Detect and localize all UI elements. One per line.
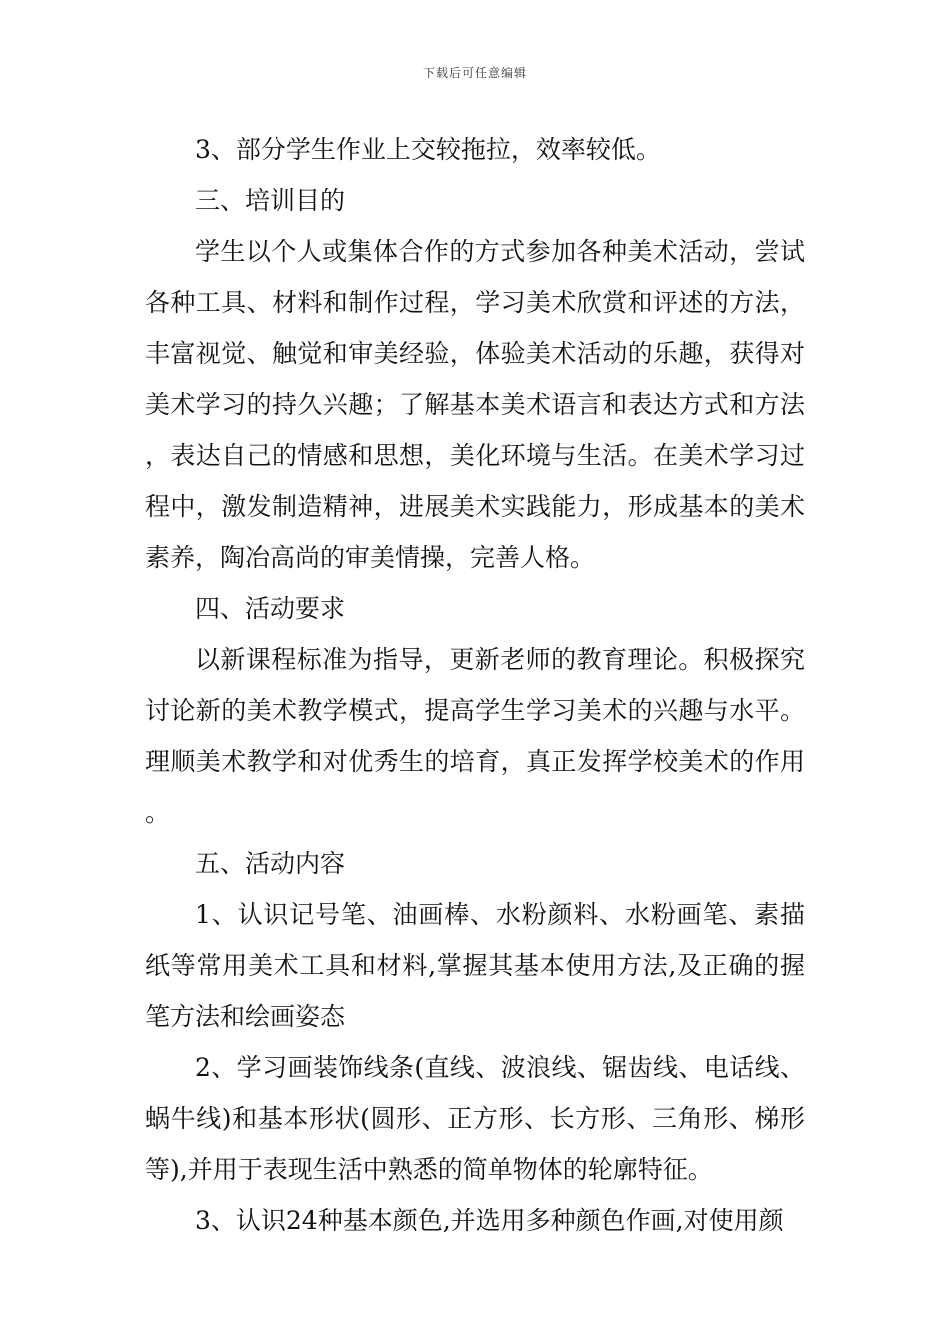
document-body — [145, 124, 805, 1246]
section-heading-activity-requirements: 四、活动要求 — [195, 594, 346, 623]
paragraph-training-purpose: 学生以个人或集体合作的方式参加各种美术活动，尝试各种工具、材料和制作过程，学习美术欣赏和评述的方法，丰富视觉、触觉和审美经验，体验美术活动的乐趣，获得对美术学习的持久兴趣；了解基本美术语言和表达方式和方法，表达自己的情感和思想，美化环境与生活。在美术学习过程中，激发制造精神，进展美术实践能力，形成基本的美术素养，陶冶高尚的审美情操，完善人格。 — [145, 237, 805, 572]
paragraph-1: 3、部分学生作业上交较拖拉，效率较低。 — [195, 135, 661, 164]
paragraph-content-item-1: 1、认识记号笔、油画棒、水粉颜料、水粉画笔、素描纸等常用美术工具和材料,掌握其基本使用方法,及正确的握笔方法和绘画姿态 — [145, 900, 805, 1031]
header-note: 下载后可任意编辑 — [422, 66, 527, 80]
section-heading-activity-content: 五、活动内容 — [195, 849, 346, 878]
section-heading-training-purpose: 三、培训目的 — [195, 186, 346, 215]
paragraph-content-item-3: 3、认识24种基本颜色,并选用多种颜色作画,对使用颜 — [195, 1206, 784, 1235]
paragraph-content-item-2: 2、学习画装饰线条(直线、波浪线、锯齿线、电话线、蜗牛线)和基本形状(圆形、正方形、长方形、三角形、梯形等),并用于表现生活中熟悉的简单物体的轮廓特征。 — [145, 1053, 805, 1184]
paragraph-activity-requirements: 以新课程标准为指导，更新老师的教育理论。积极探究讨论新的美术教学模式，提高学生学习美术的兴趣与水平。理顺美术教学和对优秀生的培育，真正发挥学校美术的作用。 — [145, 645, 805, 827]
